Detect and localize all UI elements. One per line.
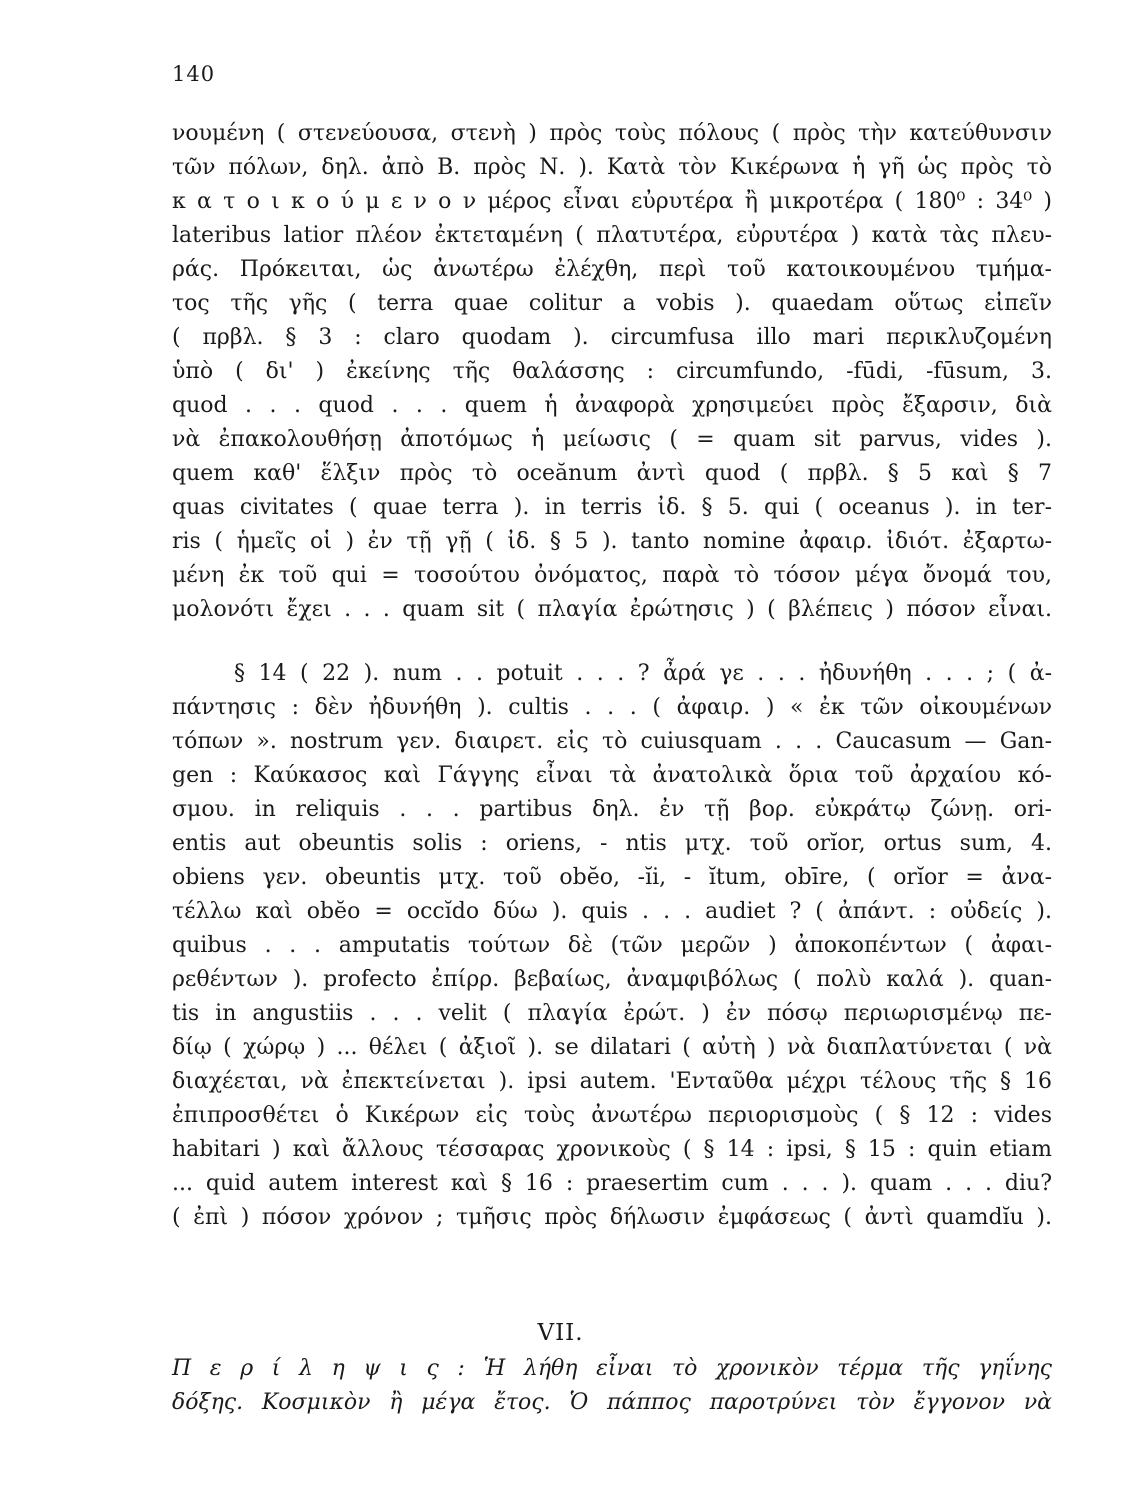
text-line: τόπων ». nostrum γεν. διαιρετ. εἰς τὸ cuiusquam . . . Caucasum — Gan- bbox=[172, 729, 1052, 754]
text-line: gen : Καύκασος καὶ Γάγγης εἶναι τὰ ἀνατολικὰ ὅρια τοῦ ἀρχαίου κό- bbox=[172, 763, 1052, 788]
text-line: ( πρβλ. § 3 : claro quodam ). circumfusa illo mari περικλυζομένη bbox=[172, 325, 1052, 350]
text-line: ... quid autem interest καὶ § 16 : praesertim cum . . . ). quam . . . diu? bbox=[172, 1171, 1052, 1196]
text-line: ράς. Πρόκειται, ὡς ἀνωτέρω ἐλέχθη, περὶ τοῦ κατοικουμένου τμήμα- bbox=[172, 257, 1052, 282]
text-line: νὰ ἐπακολουθήσῃ ἀποτόμως ἡ μείωσις ( = quam sit parvus, vides ). bbox=[172, 427, 1052, 452]
text-line: Π ε ρ ί λ η ψ ι ς : Ἡ λήθη εἶναι τὸ χρονικὸν τέρμα τῆς γηΐνης bbox=[172, 1356, 1052, 1381]
text-line: μένη ἐκ τοῦ qui = τοσούτου ὀνόματος, παρὰ τὸ τόσον μέγα ὄνομά του, bbox=[172, 563, 1052, 588]
text-line: quibus . . . amputatis τούτων δὲ (τῶν μερῶν ) ἀποκοπέντων ( ἀφαι- bbox=[172, 933, 1052, 958]
section-heading: VII. bbox=[537, 1320, 584, 1346]
text-line: τος τῆς γῆς ( terra quae colitur a vobis ). quaedam οὕτως εἰπεῖν bbox=[172, 291, 1052, 316]
text-line: § 14 ( 22 ). num . . potuit . . . ? ἆρά γε . . . ἠδυνήθη . . . ; ( ἀ- bbox=[234, 661, 1052, 686]
paragraph-continuation bbox=[172, 117, 1052, 627]
text-line: δίῳ ( χώρῳ ) ... θέλει ( ἀξιοῖ ). se dilatari ( αὐτὴ ) νὰ διαπλατύνεται ( νὰ bbox=[172, 1035, 1052, 1060]
text-line: διαχέεται, νὰ ἐπεκτείνεται ). ipsi autem. 'Ενταῦθα μέχρι τέλους τῆς § 16 bbox=[172, 1069, 1052, 1094]
text-line: entis aut obeuntis solis : oriens, - ntis μτχ. τοῦ orĭor, ortus sum, 4. bbox=[172, 831, 1052, 856]
text-line: ἐπιπροσθέτει ὁ Κικέρων εἰς τοὺς ἀνωτέρω περιορισμοὺς ( § 12 : vides bbox=[172, 1103, 1052, 1128]
text-line: quod . . . quod . . . quem ἡ ἀναφορὰ χρησιμεύει πρὸς ἔξαρσιν, διὰ bbox=[172, 393, 1052, 418]
text-line: πάντησις : δὲν ἠδυνήθη ). cultis . . . ( ἀφαιρ. ) « ἐκ τῶν οἰκουμένων bbox=[172, 695, 1052, 720]
text-line: σμου. in reliquis . . . partibus δηλ. ἐν τῇ βορ. εὐκράτῳ ζώνῃ. ori- bbox=[172, 797, 1052, 822]
text-line: ρεθέντων ). profecto ἐπίρρ. βεβαίως, ἀναμφιβόλως ( πολὺ καλά ). quan- bbox=[172, 967, 1052, 992]
text-line: tis in angustiis . . . velit ( πλαγία ἐρώτ. ) ἐν πόσῳ περιωρισμένῳ πε- bbox=[172, 1001, 1052, 1026]
text-line: quas civitates ( quae terra ). in terris ἰδ. § 5. qui ( oceanus ). in ter- bbox=[172, 495, 1052, 520]
text-line: ris ( ἡμεῖς οἱ ) ἐν τῇ γῇ ( ἰδ. § 5 ). tanto nomine ἀφαιρ. ἰδιότ. ἐξαρτω- bbox=[172, 529, 1052, 554]
text-line: quem καθ' ἕλξιν πρὸς τὸ oceănum ἀντὶ quod ( πρβλ. § 5 καὶ § 7 bbox=[172, 461, 1052, 486]
text-line: τέλλω καὶ obĕo = occĭdo δύω ). quis . . . audiet ? ( ἀπάντ. : οὐδείς ). bbox=[172, 899, 1052, 924]
paragraph-section-14 bbox=[172, 657, 1052, 1235]
text-line: ὑπὸ ( δι' ) ἐκείνης τῆς θαλάσσης : circumfundo, -fūdi, -fūsum, 3. bbox=[172, 359, 1052, 384]
page-number: 140 bbox=[172, 62, 216, 86]
text-line: τῶν πόλων, δηλ. ἀπὸ Β. πρὸς Ν. ). Κατὰ τὸν Κικέρωνα ἡ γῆ ὡς πρὸς τὸ bbox=[172, 155, 1052, 180]
text-line: μολονότι ἔχει . . . quam sit ( πλαγία ἐρώτησις ) ( βλέπεις ) πόσον εἶναι. bbox=[172, 597, 1052, 622]
text-line: habitari ) καὶ ἄλλους τέσσαρας χρονικοὺς ( § 14 : ipsi, § 15 : quin etiam bbox=[172, 1137, 1052, 1162]
text-line: νουμένη ( στενεύουσα, στενὴ ) πρὸς τοὺς πόλους ( πρὸς τὴν κατεύθυνσιν bbox=[172, 121, 1052, 146]
text-line: δόξης. Κοσμικὸν ἢ μέγα ἔτος. Ὁ πάππος παροτρύνει τὸν ἔγγονον νὰ bbox=[172, 1390, 1052, 1415]
text-line: κ α τ ο ι κ ο ύ μ ε ν ο ν μέρος εἶναι εὐρυτέρα ἢ μικροτέρα ( 180⁰ : 34⁰ ) bbox=[172, 189, 1052, 214]
text-line: lateribus latior πλέον ἐκτεταμένη ( πλατυτέρα, εὐρυτέρα ) κατὰ τὰς πλευ- bbox=[172, 223, 1052, 248]
text-line: obiens γεν. obeuntis μτχ. τοῦ obĕo, -ĭi, - ĭtum, obīre, ( orĭor = ἀνα- bbox=[172, 865, 1052, 890]
summary-paragraph bbox=[172, 1352, 1052, 1420]
text-line: ( ἐπὶ ) πόσον χρόνον ; τμῆσις πρὸς δήλωσιν ἐμφάσεως ( ἀντὶ quamdĭu ). bbox=[172, 1205, 1052, 1230]
